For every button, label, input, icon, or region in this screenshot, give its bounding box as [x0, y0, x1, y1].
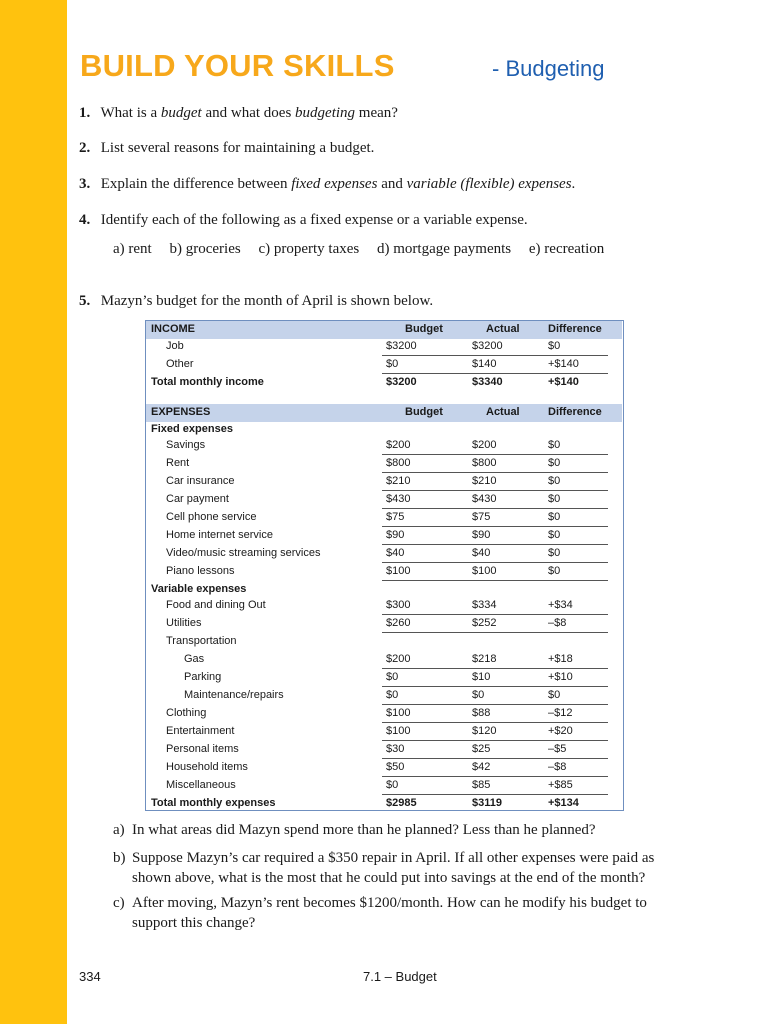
question-4-choices	[113, 239, 618, 259]
page-subtitle: - Budgeting	[492, 56, 605, 81]
budget-cell: $100	[386, 565, 411, 577]
subquestion-text: shown above, what is the most that he could put into savings at the end of the month?	[132, 870, 646, 886]
page-title: BUILD YOUR SKILLS	[80, 48, 395, 83]
difference-cell: –$8	[548, 617, 567, 629]
actual-cell: $75	[472, 511, 491, 523]
question-text: and what does	[201, 105, 296, 121]
table-row-utilities	[146, 615, 622, 633]
choice-mortgage-payments: d) mortgage payments	[377, 241, 512, 257]
table-row-entertainment	[146, 723, 622, 741]
difference-cell: $0	[548, 511, 561, 523]
question-1	[79, 103, 719, 123]
question-term: budgeting	[295, 105, 356, 121]
question-text: and	[377, 176, 407, 192]
page-number: 334	[79, 969, 101, 984]
question-term: fixed expenses	[291, 176, 378, 192]
budget-cell: $300	[386, 599, 411, 611]
question-term: budget	[160, 105, 202, 121]
table-row-food-and-dining-out	[146, 597, 622, 615]
difference-cell: –$8	[548, 761, 567, 773]
question-number: 5.	[79, 293, 91, 309]
row-label: Food and dining Out	[166, 599, 266, 611]
row-label: Fixed expenses	[151, 423, 233, 435]
table-row-savings	[146, 437, 622, 455]
budget-cell: $0	[386, 358, 399, 370]
choice-property-taxes: c) property taxes	[258, 241, 360, 257]
budget-cell: $100	[386, 707, 411, 719]
row-label: Piano lessons	[166, 565, 235, 577]
row-label: Cell phone service	[166, 511, 257, 523]
row-label: Entertainment	[166, 725, 235, 737]
question-number: 4.	[79, 212, 91, 228]
difference-cell: Difference	[548, 323, 602, 335]
side-accent-bar	[0, 0, 67, 1024]
table-row-personal-items	[146, 741, 622, 759]
row-label: Variable expenses	[151, 583, 247, 595]
difference-cell: –$5	[548, 743, 567, 755]
table-row-car-payment	[146, 491, 622, 509]
budget-cell: $75	[386, 511, 405, 523]
actual-cell: $3340	[472, 376, 503, 388]
row-label: Other	[166, 358, 194, 370]
actual-cell: $25	[472, 743, 491, 755]
budget-cell: $800	[386, 457, 411, 469]
actual-cell: Actual	[486, 323, 520, 335]
budget-cell: $0	[386, 671, 399, 683]
actual-cell: $3200	[472, 340, 503, 352]
question-3	[79, 174, 719, 194]
question-4	[79, 210, 719, 230]
question-number: 1.	[79, 105, 91, 121]
table-row-total-monthly-income	[146, 374, 622, 392]
row-label: Clothing	[166, 707, 207, 719]
table-row-clothing	[146, 705, 622, 723]
table-row-miscellaneous	[146, 777, 622, 795]
table-row-rent	[146, 455, 622, 473]
subquestion-text: Suppose Mazyn’s car required a $350 repair in April. If all other expenses were paid as	[132, 850, 655, 866]
subquestion-text: In what areas did Mazyn spend more than he planned? Less than he planned?	[132, 822, 596, 838]
actual-cell: $200	[472, 439, 497, 451]
difference-cell: $0	[548, 439, 561, 451]
table-row-car-insurance	[146, 473, 622, 491]
question-5	[79, 291, 719, 311]
actual-cell: $90	[472, 529, 491, 541]
row-label: Miscellaneous	[166, 779, 236, 791]
budget-cell: $30	[386, 743, 405, 755]
question-text: Mazyn’s budget for the month of April is shown below.	[100, 293, 434, 309]
difference-cell: $0	[548, 547, 561, 559]
budget-cell: $210	[386, 475, 411, 487]
actual-cell: $218	[472, 653, 497, 665]
choice-recreation: e) recreation	[528, 241, 605, 257]
transportation-label	[146, 633, 622, 651]
actual-cell: $88	[472, 707, 491, 719]
budget-cell: $0	[386, 779, 399, 791]
row-label: Utilities	[166, 617, 202, 629]
subquestion-label: b)	[113, 850, 126, 866]
budget-cell: $200	[386, 439, 411, 451]
difference-cell: +$34	[548, 599, 573, 611]
budget-cell: $100	[386, 725, 411, 737]
difference-cell: $0	[548, 457, 561, 469]
actual-cell: $85	[472, 779, 491, 791]
expenses-header-row	[146, 404, 622, 422]
total-expenses-row	[146, 795, 622, 813]
row-label: EXPENSES	[151, 406, 211, 418]
question-text: Identify each of the following as a fixed expense or a variable expense.	[100, 212, 528, 228]
choice-rent: a) rent	[113, 241, 152, 257]
budget-cell: $200	[386, 653, 411, 665]
actual-cell: $42	[472, 761, 491, 773]
row-label: Gas	[184, 653, 205, 665]
difference-cell: –$12	[548, 707, 573, 719]
actual-cell: $252	[472, 617, 497, 629]
question-text: List several reasons for maintaining a budget.	[100, 140, 375, 156]
subquestion-label: a)	[113, 822, 125, 838]
difference-cell: +$10	[548, 671, 573, 683]
budget-cell: $50	[386, 761, 405, 773]
table-row-maintenance-repairs	[146, 687, 622, 705]
row-label: Total monthly expenses	[151, 797, 276, 809]
row-label: Rent	[166, 457, 190, 469]
row-label: Home internet service	[166, 529, 273, 541]
budget-table	[145, 320, 624, 811]
actual-cell: $140	[472, 358, 497, 370]
row-label: Parking	[184, 671, 222, 683]
row-label: Transportation	[166, 635, 237, 647]
difference-cell: $0	[548, 493, 561, 505]
actual-cell: $10	[472, 671, 491, 683]
row-label: Total monthly income	[151, 376, 264, 388]
question-text: Explain the difference between	[100, 176, 292, 192]
row-label: INCOME	[151, 323, 195, 335]
row-label: Maintenance/repairs	[184, 689, 284, 701]
difference-cell: +$20	[548, 725, 573, 737]
row-label: Car payment	[166, 493, 229, 505]
actual-cell: $40	[472, 547, 491, 559]
actual-cell: $430	[472, 493, 497, 505]
budget-cell: $90	[386, 529, 405, 541]
difference-cell: +$85	[548, 779, 573, 791]
budget-cell: $260	[386, 617, 411, 629]
difference-cell: +$140	[548, 358, 579, 370]
question-number: 2.	[79, 140, 91, 156]
table-row-parking	[146, 669, 622, 687]
row-label: Video/music streaming services	[166, 547, 321, 559]
table-row-job	[146, 338, 622, 356]
budget-cell: $3200	[386, 340, 417, 352]
actual-cell: $210	[472, 475, 497, 487]
table-row-cell-phone-service	[146, 509, 622, 527]
row-label: Personal items	[166, 743, 239, 755]
row-label: Job	[166, 340, 184, 352]
difference-cell: $0	[548, 340, 561, 352]
question-text: What is a	[100, 105, 161, 121]
difference-cell: +$18	[548, 653, 573, 665]
table-row-home-internet-service	[146, 527, 622, 545]
budget-cell: Budget	[405, 406, 443, 418]
row-label: Car insurance	[166, 475, 235, 487]
difference-cell: +$140	[548, 376, 579, 388]
difference-cell: $0	[548, 565, 561, 577]
question-term: variable (flexible) expenses	[406, 176, 572, 192]
actual-cell: $334	[472, 599, 497, 611]
difference-cell: $0	[548, 529, 561, 541]
budget-cell: $430	[386, 493, 411, 505]
budget-cell: $2985	[386, 797, 417, 809]
question-2	[79, 138, 719, 158]
page-header	[80, 48, 740, 88]
subquestion-text: support this change?	[132, 915, 256, 931]
table-row-other	[146, 356, 622, 374]
table-row-video-music-streaming-services	[146, 545, 622, 563]
footer-section: 7.1 – Budget	[363, 969, 437, 984]
subquestion-c	[113, 893, 673, 933]
budget-cell: Budget	[405, 323, 443, 335]
row-label: Savings	[166, 439, 206, 451]
subquestion-a	[113, 820, 673, 840]
actual-cell: $100	[472, 565, 497, 577]
income-header-row	[146, 321, 622, 339]
subquestion-b	[113, 848, 673, 888]
subquestion-text: After moving, Mazyn’s rent becomes $1200/month. How can he modify his budget to	[132, 895, 647, 911]
actual-cell: Actual	[486, 406, 520, 418]
question-text: .	[571, 176, 576, 192]
difference-cell: +$134	[548, 797, 579, 809]
subquestion-label: c)	[113, 895, 125, 911]
difference-cell: $0	[548, 689, 561, 701]
question-text: mean?	[355, 105, 398, 121]
actual-cell: $0	[472, 689, 485, 701]
actual-cell: $120	[472, 725, 497, 737]
question-number: 3.	[79, 176, 91, 192]
difference-cell: Difference	[548, 406, 602, 418]
choice-groceries: b) groceries	[169, 241, 241, 257]
budget-cell: $40	[386, 547, 405, 559]
row-label: Household items	[166, 761, 248, 773]
actual-cell: $800	[472, 457, 497, 469]
actual-cell: $3119	[472, 797, 502, 809]
table-row-household-items	[146, 759, 622, 777]
budget-cell: $0	[386, 689, 399, 701]
budget-cell: $3200	[386, 376, 417, 388]
table-row-piano-lessons	[146, 563, 622, 581]
difference-cell: $0	[548, 475, 561, 487]
table-row-gas	[146, 651, 622, 669]
